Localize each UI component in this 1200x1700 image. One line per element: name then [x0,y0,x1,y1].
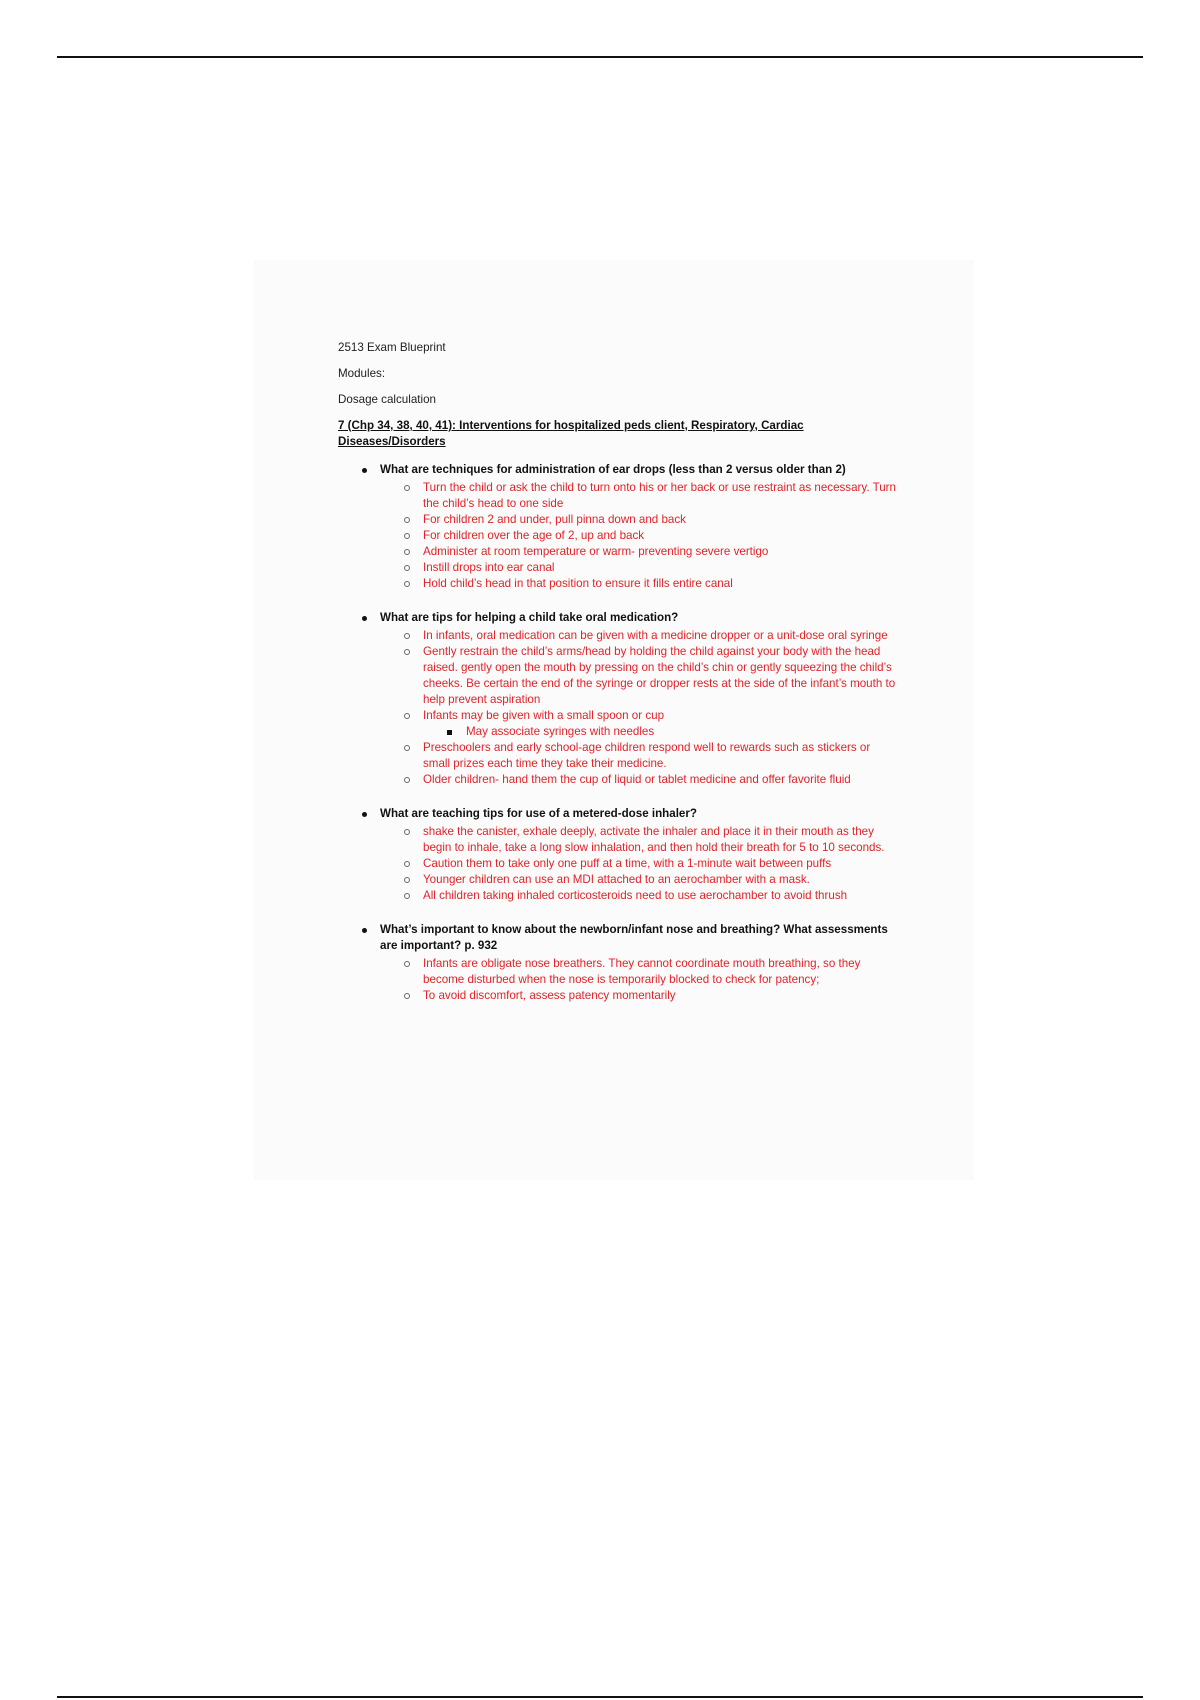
circle-bullet-icon [404,581,410,587]
sub-answer-text: May associate syringes with needles [466,725,655,738]
answer-text: For children 2 and under, pull pinna down and back [423,513,686,526]
answer-item [380,512,898,528]
answer-item [380,872,898,888]
answer-item [380,740,898,772]
answer-text: Instill drops into ear canal [423,561,555,574]
circle-bullet-icon [404,713,410,719]
answer-item [380,576,898,592]
answer-item [380,708,898,740]
answer-text: Preschoolers and early school-age children respond well to rewards such as stickers or small prizes each time they take their medicine. [423,741,871,770]
section-title: 7 (Chp 34, 38, 40, 41): Interventions for hospitalized peds client, Respiratory, Cardiac Diseases/Disorders [338,419,804,448]
circle-bullet-icon [404,961,410,967]
answer-text: Caution them to take only one puff at a time, with a 1-minute wait between puffs [423,857,832,870]
answer-list [380,480,898,592]
answer-text: Infants may be given with a small spoon or cup [423,709,665,722]
answer-item [380,824,898,856]
bullet-icon [362,928,367,933]
answer-text: Hold child’s head in that position to ensure it fills entire canal [423,577,733,590]
answer-text: Infants are obligate nose breathers. They cannot coordinate mouth breathing, so they become disturbed when the nose is temporarily blocked to check for patency; [423,957,861,986]
answer-text: Older children- hand them the cup of liquid or tablet medicine and offer favorite fluid [423,773,851,786]
answer-item [380,628,898,644]
circle-bullet-icon [404,549,410,555]
question-text: What are tips for helping a child take oral medication? [380,611,679,624]
question-text: What are teaching tips for use of a metered-dose inhaler? [380,807,697,820]
circle-bullet-icon [404,517,410,523]
bullet-icon [362,616,367,621]
circle-bullet-icon [404,993,410,999]
question-item [338,806,898,904]
answer-text: Turn the child or ask the child to turn onto his or her back or use restraint as necessary. Turn the child’s head to one side [423,481,896,510]
answer-item [380,560,898,576]
circle-bullet-icon [404,861,410,867]
answer-item [380,544,898,560]
answer-item [380,988,898,1004]
answer-text: In infants, oral medication can be given with a medicine dropper or a unit-dose oral syringe [423,629,888,642]
circle-bullet-icon [404,633,410,639]
answer-text: Gently restrain the child’s arms/head by holding the child against your body with the head raised. gently open the mouth by pressing on the child’s chin or gently squeezing the child’s cheeks. Be certain the end of the syringe or dropper rests at the side of the infant’s mouth to help prevent aspiration [423,645,896,706]
question-item [338,462,898,592]
bottom-rule [57,1696,1143,1698]
answer-list [380,824,898,904]
question-item [338,610,898,788]
answer-item [380,528,898,544]
answer-text: Younger children can use an MDI attached to an aerochamber with a mask. [423,873,810,886]
question-text: What are techniques for administration of ear drops (less than 2 versus older than 2) [380,463,846,476]
circle-bullet-icon [404,533,410,539]
sub-answer-item [423,724,898,740]
bullet-icon [362,812,367,817]
question-text: What’s important to know about the newborn/infant nose and breathing? What assessments are important? p. 932 [380,923,888,952]
answer-item [380,956,898,988]
circle-bullet-icon [404,745,410,751]
circle-bullet-icon [404,777,410,783]
circle-bullet-icon [404,485,410,491]
answer-text: shake the canister, exhale deeply, activate the inhaler and place it in their mouth as they begin to inhale, take a long slow inhalation, and then hold their breath for 5 to 10 seconds. [423,825,885,854]
answer-item [380,644,898,708]
circle-bullet-icon [404,649,410,655]
bullet-icon [362,468,367,473]
answer-text: For children over the age of 2, up and back [423,529,645,542]
top-rule [57,56,1143,58]
sub-answer-list [423,724,898,740]
circle-bullet-icon [404,829,410,835]
answer-text: All children taking inhaled corticosteroids need to use aerochamber to avoid thrush [423,889,848,902]
answer-item [380,888,898,904]
answer-item [380,480,898,512]
answer-list [380,956,898,1004]
answer-list [380,628,898,788]
module-dosage: Dosage calculation [338,393,436,406]
answer-item [380,856,898,872]
circle-bullet-icon [404,877,410,883]
document-content [338,340,898,1022]
circle-bullet-icon [404,565,410,571]
circle-bullet-icon [404,893,410,899]
doc-title: 2513 Exam Blueprint [338,341,446,354]
answer-item [380,772,898,788]
answer-text: Administer at room temperature or warm- preventing severe vertigo [423,545,769,558]
modules-label: Modules: [338,367,386,380]
question-list [338,462,898,1004]
answer-text: To avoid discomfort, assess patency momentarily [423,989,676,1002]
square-bullet-icon [447,730,452,735]
question-item [338,922,898,1004]
